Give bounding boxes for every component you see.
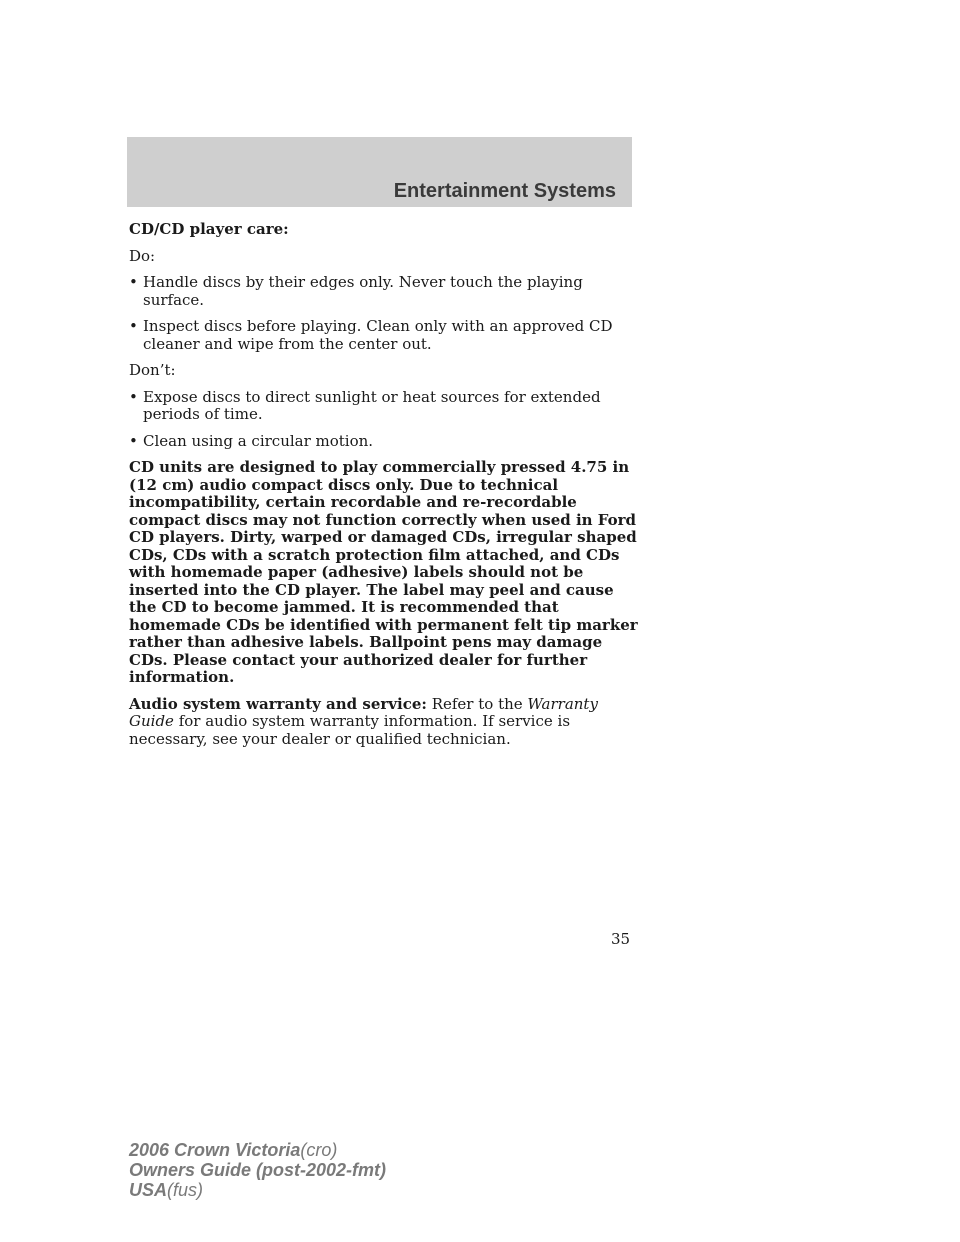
warranty-text-post: for audio system warranty information. If service is necessary, see your dealer or qualified technician. [129, 712, 571, 748]
warranty-label: Audio system warranty and service: [129, 694, 427, 713]
footer-line-3 [129, 1180, 386, 1200]
footer-market-code: (fus) [167, 1180, 204, 1200]
bullet-icon: • [129, 273, 138, 291]
footer-line-2: Owners Guide (post-2002-fmt) [129, 1160, 387, 1180]
warranty-text-pre: Refer to the [431, 694, 523, 713]
dont-item [129, 389, 639, 424]
bullet-icon: • [129, 317, 138, 335]
footer-model-code: (cro) [300, 1140, 338, 1160]
footer-market: USA [129, 1180, 168, 1200]
do-item [129, 318, 639, 353]
footer-model: 2006 Crown Victoria [129, 1140, 301, 1160]
dont-item-text: Expose discs to direct sunlight or heat sources for extended periods of time. [143, 387, 601, 423]
document-footer [129, 1140, 386, 1200]
bullet-icon: • [129, 387, 138, 406]
do-item-text: Inspect discs before playing. Clean only with an approved CD cleaner and wipe from the center out. [143, 317, 613, 353]
dont-item [129, 433, 639, 451]
page-content [129, 221, 639, 757]
do-item-text: Handle discs by their edges only. Never touch the playing surface. [143, 273, 583, 309]
section-header [127, 137, 632, 207]
warranty-paragraph [129, 696, 639, 749]
dont-item-text: Clean using a circular motion. [143, 431, 374, 450]
care-heading: CD/CD player care: [129, 220, 289, 238]
cd-compatibility-warning: CD units are designed to play commercially pressed 4.75 in (12 cm) audio compact discs only. Due to technical incompatibility, certain recordable and re-recordable compact discs may not function correctly when used in Ford CD players. Dirty, warped or damaged CDs, irregular shaped CDs, CDs with a scratch protection film attached, and CDs with homemade paper (adhesive) labels should not be inserted into the CD player. The label may peel and cause the CD to become jammed. It is recommended that homemade CDs be identified with permanent felt tip marker rather than adhesive labels. Ballpoint pens may damage CDs. Please contact your authorized dealer for further information. [129, 458, 638, 686]
do-label: Do: [129, 246, 156, 265]
do-item [129, 274, 639, 309]
page-number: 35 [611, 930, 631, 948]
warranty-guide-reference: Warranty Guide [129, 694, 598, 730]
section-title: Entertainment Systems [393, 180, 616, 202]
footer-line-1 [129, 1140, 386, 1160]
bullet-icon: • [129, 431, 138, 450]
dont-label: Don’t: [129, 361, 176, 379]
